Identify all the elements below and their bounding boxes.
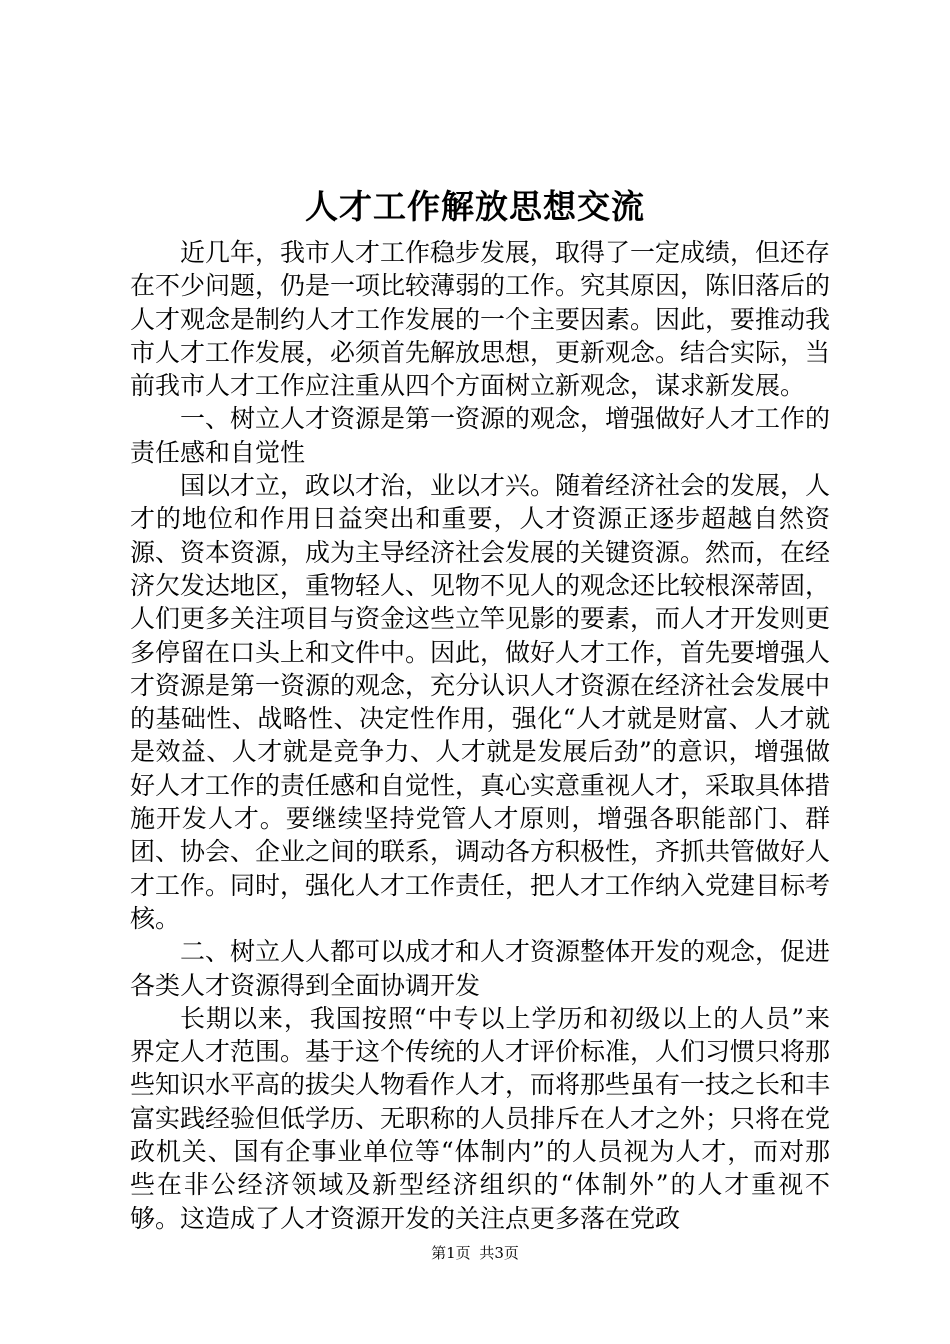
document-title: 人才工作解放思想交流	[305, 187, 645, 226]
paragraph-intro: 近几年，我市人才工作稳步发展，取得了一定成绩，但还存在不少问题，仍是一项比较薄弱的工作。究其原因，陈旧落后的人才观念是制约人才工作发展的一个主要因素。因此，要推动我市人才工作发展，必须首先解放思想，更新观念。结合实际，当前我市人才工作应注重从四个方面树立新观念，谋求新发展。	[130, 238, 831, 401]
page-footer	[0, 1242, 950, 1264]
section-heading-2: 二、树立人人都可以成才和人才资源整体开发的观念，促进各类人才资源得到全面协调开发	[130, 937, 831, 1000]
paragraph-section-1: 国以才立，政以才治，业以才兴。随着经济社会的发展，人才的地位和作用日益突出和重要，人才资源正逐步超越自然资源、资本资源，成为主导经济社会发展的关键资源。然而，在经济欠发达地区，重物轻人、见物不见人的观念还比较根深蒂固，人们更多关注项目与资金这些立竿见影的要素，而人才开发则更多停留在口头上和文件中。因此，做好人才工作，首先要增强人才资源是第一资源的观念，充分认识人才资源在经济社会发展中的基础性、战略性、决定性作用，强化“人才就是财富、人才就是效益、人才就是竞争力、人才就是发展后劲”的意识，增强做好人才工作的责任感和自觉性，真心实意重视人才，采取具体措施开发人才。要继续坚持党管人才原则，增强各职能部门、群团、协会、企业之间的联系，调动各方积极性，齐抓共管做好人才工作。同时，强化人才工作责任，把人才工作纳入党建目标考核。	[130, 471, 831, 933]
document-body	[130, 236, 830, 1235]
page-number: 第1页	[431, 1244, 471, 1262]
page-total: 共3页	[479, 1244, 519, 1262]
section-heading-1: 一、树立人才资源是第一资源的观念，增强做好人才工作的责任感和自觉性	[130, 404, 831, 467]
paragraph-section-2: 长期以来，我国按照“中专以上学历和初级以上的人员”来界定人才范围。基于这个传统的人才评价标准，人们习惯只将那些知识水平高的拔尖人物看作人才，而将那些虽有一技之长和丰富实践经验但低学历、无职称的人员排斥在人才之外；只将在党政机关、国有企事业单位等“体制内”的人员视为人才，而对那些在非公经济领域及新型经济组织的“体制外”的人才重视不够。这造成了人才资源开发的关注点更多落在党政	[130, 1003, 831, 1233]
